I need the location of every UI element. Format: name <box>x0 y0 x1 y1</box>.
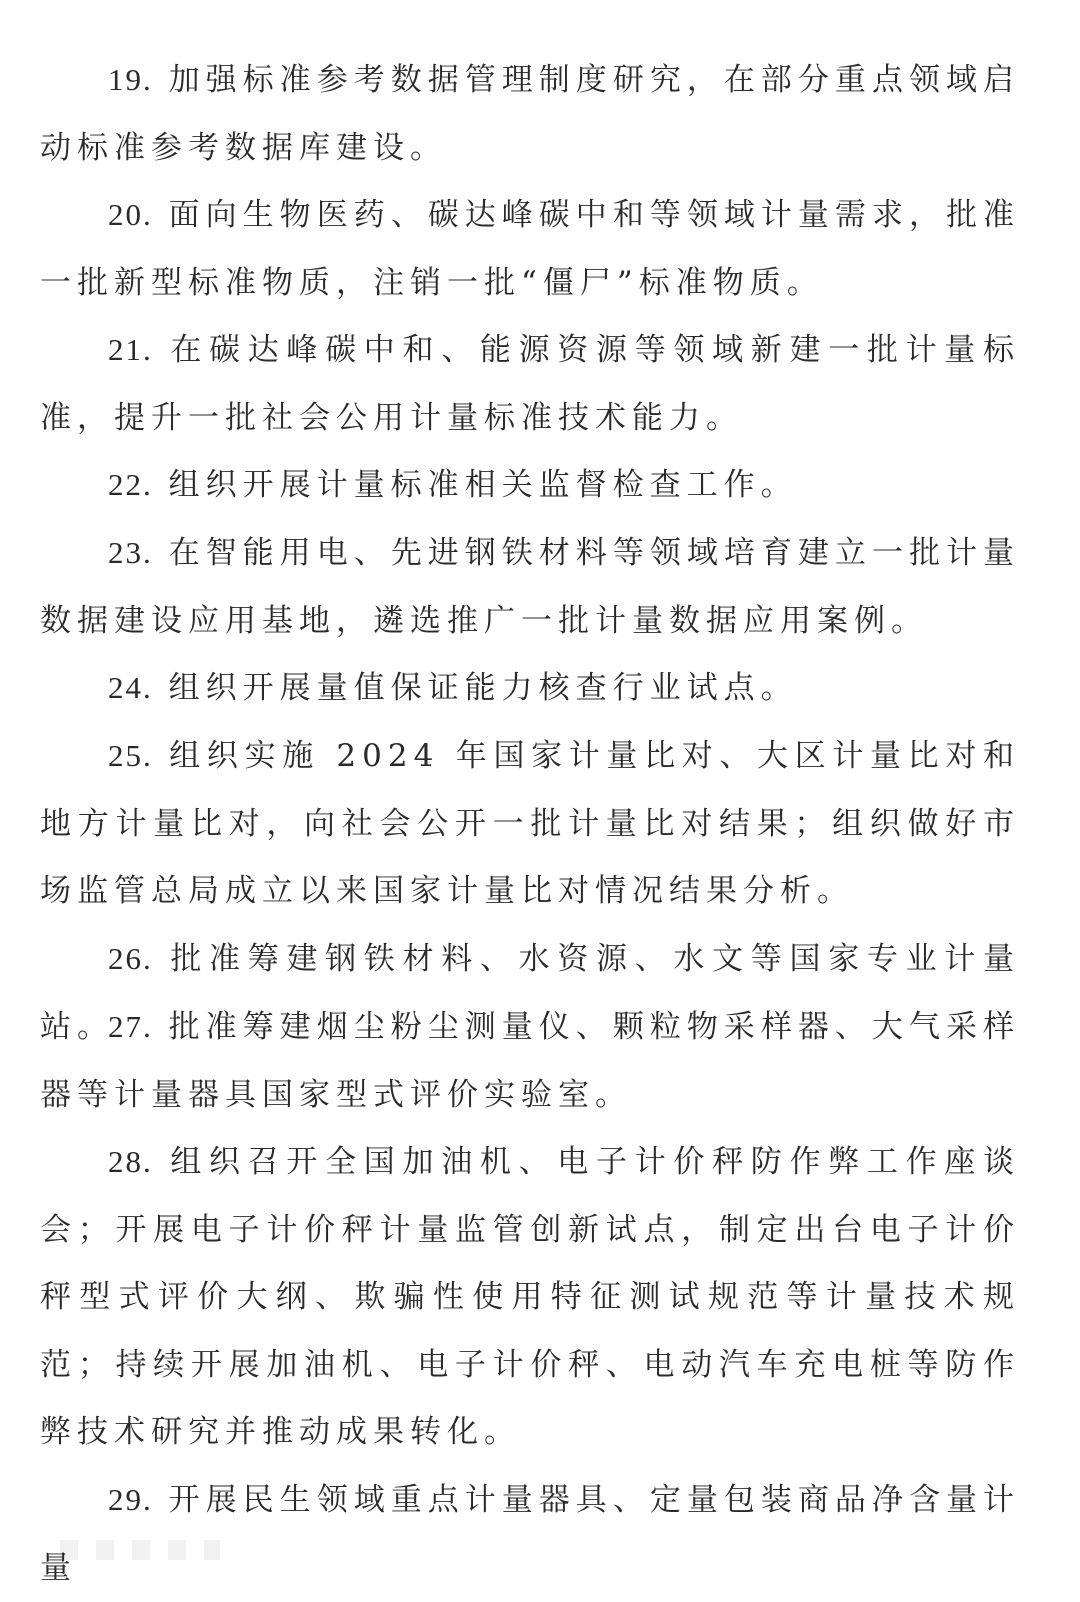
paragraph-number: 29. <box>108 1482 153 1517</box>
paragraph-text: 组织开展计量标准相关监督检查工作。 <box>168 467 798 503</box>
paragraph-27 <box>40 993 1020 1129</box>
paragraph-19 <box>40 46 1020 182</box>
paragraph-text: 加强标准参考数据管理制度研究，在部分重点领域启动标准参考数据库建设。 <box>40 62 1020 166</box>
paragraph-text: 组织召开全国加油机、电子计价秤防作弊工作座谈会；开展电子计价秤计量监管创新试点，制定出台电子计价秤型式评价大纲、欺骗性使用特征测试规范等计量技术规范；持续开展加油机、电子计价秤、电动汽车充电桩等防作弊技术研究并推动成果转化。 <box>40 1144 1021 1450</box>
paragraph-20 <box>40 181 1020 317</box>
paragraph-number: 27. <box>108 1009 153 1044</box>
paragraph-text: 开展民生领域重点计量器具、定量包装商品净含量计量 <box>40 1482 1020 1586</box>
paragraph-text: 批准筹建钢铁材料、水资源、水文等国家专业计量站。 <box>40 941 1021 1045</box>
paragraph-text: 组织实施 2024 年国家计量比对、大区计量比对和地方计量比对，向社会公开一批计量比对结果；组织做好市场监管总局成立以来国家计量比对情况结果分析。 <box>40 738 1020 909</box>
paragraph-text: 面向生物医药、碳达峰碳中和等领域计量需求，批准一批新型标准物质，注销一批“僵尸”标准物质。 <box>40 197 1020 301</box>
paragraph-number: 24. <box>108 670 153 705</box>
paragraph-23 <box>40 519 1020 655</box>
paragraph-text: 在碳达峰碳中和、能源资源等领域新建一批计量标准，提升一批社会公用计量标准技术能力。 <box>40 332 1021 436</box>
paragraph-22 <box>40 451 1020 520</box>
paragraph-text: 组织开展量值保证能力核查行业试点。 <box>168 670 798 706</box>
paragraph-number: 22. <box>108 467 153 502</box>
paragraph-number: 23. <box>108 535 153 570</box>
paragraph-28 <box>40 1128 1020 1467</box>
paragraph-number: 26. <box>108 941 153 976</box>
paragraph-24 <box>40 654 1020 723</box>
paragraph-number: 28. <box>108 1144 153 1179</box>
next-page-bleed <box>60 1540 220 1560</box>
paragraph-25 <box>40 722 1020 926</box>
paragraph-text: 在智能用电、先进钢铁材料等领域培育建立一批计量数据建设应用基地，遴选推广一批计量数据应用案例。 <box>40 535 1020 639</box>
paragraph-number: 21. <box>108 332 153 367</box>
paragraph-21 <box>40 316 1020 452</box>
paragraph-number: 25. <box>108 738 153 773</box>
paragraph-number: 20. <box>108 197 153 232</box>
paragraph-29 <box>40 1466 1020 1602</box>
paragraph-text: 批准筹建烟尘粉尘测量仪、颗粒物采样器、大气采样器等计量器具国家型式评价实验室。 <box>40 1009 1020 1113</box>
paragraph-number: 19. <box>108 62 153 97</box>
